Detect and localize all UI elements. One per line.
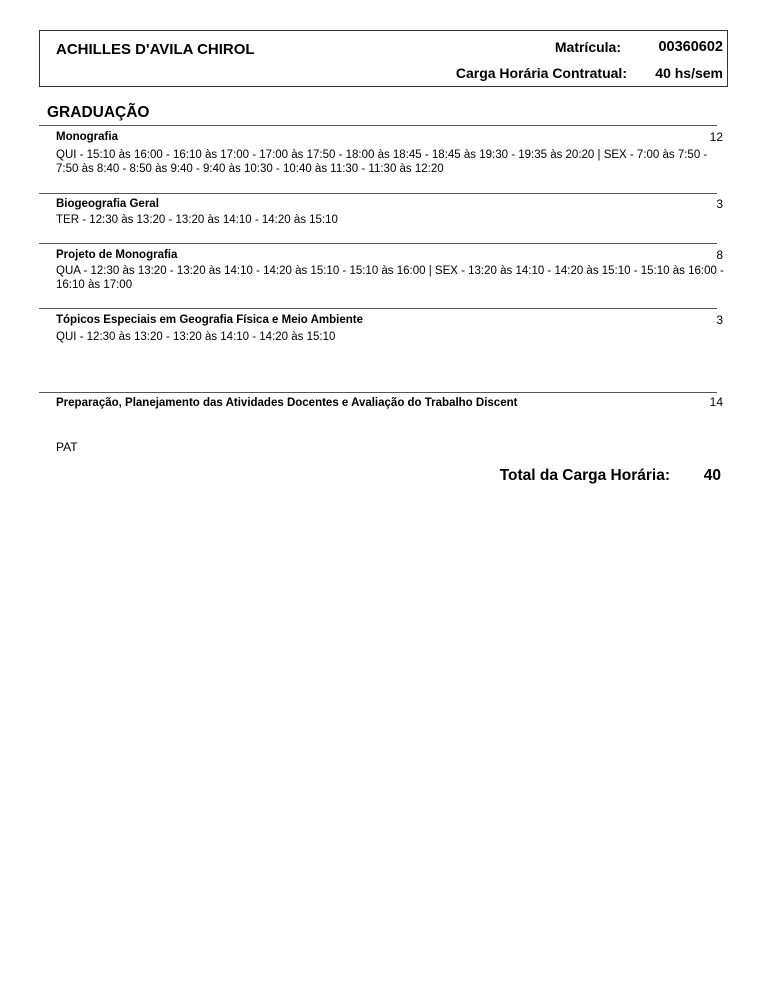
carga-horaria-value: 40 hs/sem	[655, 65, 723, 81]
course-name: Biogeografia Geral	[56, 198, 159, 210]
divider	[39, 392, 717, 393]
section-title: GRADUAÇÃO	[47, 104, 150, 121]
course-hours: 3	[716, 197, 723, 211]
course-hours: 3	[716, 313, 723, 327]
divider	[39, 193, 717, 194]
teacher-header-box	[39, 30, 728, 87]
course-name: Tópicos Especiais em Geografia Física e Meio Ambiente	[56, 314, 363, 326]
activity-name: Preparação, Planejamento das Atividades Docentes e Avaliação do Trabalho Discent	[56, 397, 518, 409]
divider	[39, 243, 717, 244]
course-schedule: QUA - 12:30 às 13:20 - 13:20 às 14:10 - 14:20 às 15:10 - 15:10 às 16:00 | SEX - 13:20 às 14:10 - 14:20 às 15:10 - 15:10 às 16:00 - 16:10 às 17:00	[56, 265, 724, 291]
divider	[39, 125, 717, 126]
course-schedule: TER - 12:30 às 13:20 - 13:20 às 14:10 - 14:20 às 15:10	[56, 214, 338, 226]
course-hours: 12	[709, 130, 723, 144]
total-value: 40	[703, 467, 721, 484]
course-schedule: QUI - 15:10 às 16:00 - 16:10 às 17:00 - 17:00 às 17:50 - 18:00 às 18:45 - 18:45 às 19:30 - 19:35 às 20:20 | SEX - 7:00 às 7:50 - 7:50 às 8:40 - 8:50 às 9:40 - 9:40 às 10:30 - 10:40 às 11:30 - 11:30 às 12:20	[56, 149, 708, 175]
course-name: Monografia	[56, 131, 118, 143]
matricula-value: 00360602	[658, 39, 723, 55]
activity-hours: 14	[709, 395, 723, 409]
course-name: Projeto de Monografia	[56, 249, 178, 261]
total-label: Total da Carga Horária:	[499, 467, 670, 484]
course-schedule: QUI - 12:30 às 13:20 - 13:20 às 14:10 - 14:20 às 15:10	[56, 331, 336, 343]
divider	[39, 308, 717, 309]
carga-horaria-label: Carga Horária Contratual:	[455, 65, 627, 81]
activity-label: PAT	[56, 440, 78, 454]
teacher-name: ACHILLES D'AVILA CHIROL	[56, 41, 255, 58]
matricula-label: Matrícula:	[554, 39, 621, 55]
course-hours: 8	[716, 248, 723, 262]
